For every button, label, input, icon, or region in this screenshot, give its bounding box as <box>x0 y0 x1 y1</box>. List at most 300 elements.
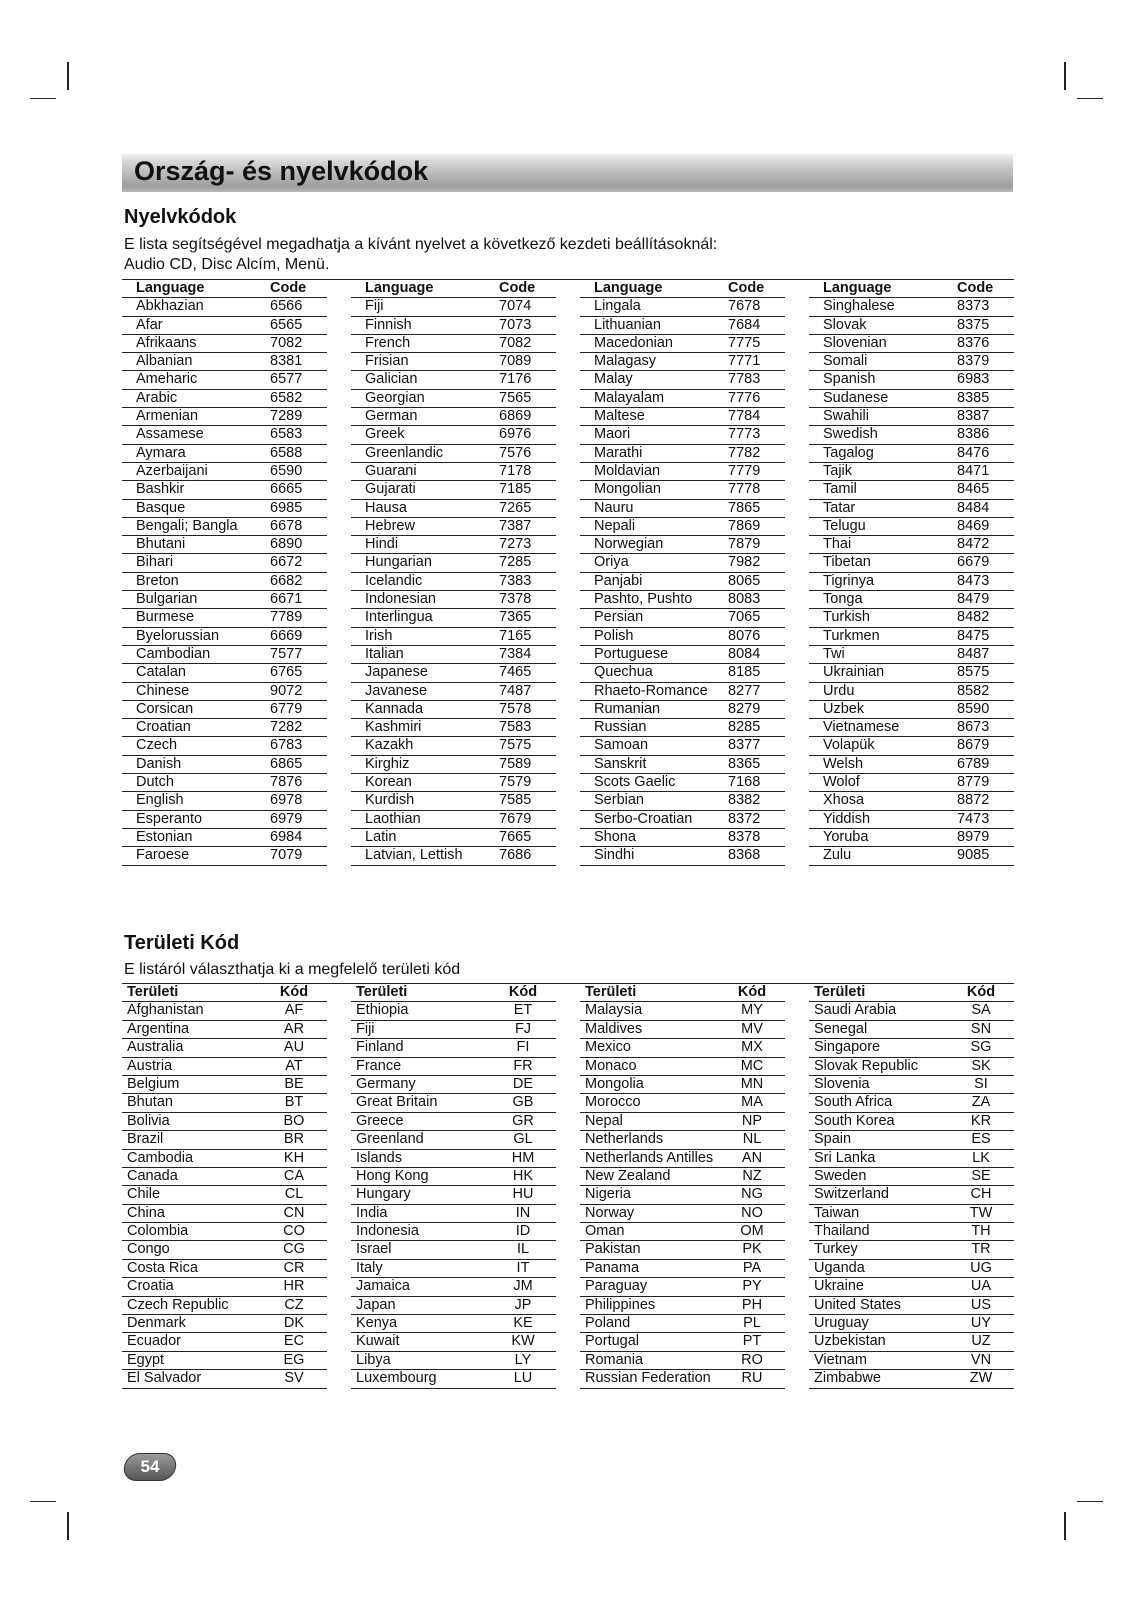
table-row <box>351 1278 556 1296</box>
area-code: SI <box>974 1075 988 1092</box>
table-row <box>351 811 556 829</box>
language-name: Abkhazian <box>136 298 204 315</box>
language-name: Javanese <box>365 682 428 699</box>
language-code: 8372 <box>728 810 761 827</box>
table-row <box>580 1297 785 1315</box>
table-row <box>351 1113 556 1131</box>
language-code: 6565 <box>270 316 303 333</box>
table-row <box>122 1260 327 1278</box>
table-row <box>122 628 327 646</box>
table-row <box>580 1113 785 1131</box>
table-row <box>122 445 327 463</box>
language-name: Turkmen <box>823 627 880 644</box>
table-row <box>580 1058 785 1076</box>
language-code: 8465 <box>957 481 990 498</box>
language-name: Greek <box>365 426 405 443</box>
area-code: ES <box>971 1131 991 1148</box>
language-code: 8779 <box>957 774 990 791</box>
language-code: 6588 <box>270 444 303 461</box>
column-header-code: Code <box>957 280 994 296</box>
language-code: 7771 <box>728 353 761 370</box>
language-code: 7784 <box>728 408 761 425</box>
table-row <box>351 1150 556 1168</box>
language-name: Hebrew <box>365 517 415 534</box>
table-row <box>809 500 1014 518</box>
language-code: 8381 <box>270 353 303 370</box>
area-code: NO <box>741 1204 763 1221</box>
language-name: Maori <box>594 426 631 443</box>
language-name: Italian <box>365 645 404 662</box>
table-row <box>351 390 556 408</box>
table-row <box>809 1260 1014 1278</box>
language-name: Estonian <box>136 828 193 845</box>
language-name: Tatar <box>823 499 856 516</box>
language-code: 8872 <box>957 792 990 809</box>
language-code: 6679 <box>957 554 990 571</box>
language-name: Serbo-Croatian <box>594 810 693 827</box>
table-row <box>580 518 785 536</box>
area-code: AF <box>284 1002 304 1019</box>
table-row <box>351 317 556 335</box>
language-name: Indonesian <box>365 591 436 608</box>
language-name: Albanian <box>136 353 193 370</box>
area-code: FJ <box>514 1020 532 1037</box>
table-row <box>122 1315 327 1333</box>
area-code: JM <box>513 1278 533 1295</box>
page-title: Ország- és nyelvkódok <box>134 156 429 186</box>
table-row <box>122 1002 327 1020</box>
area-name: Czech Republic <box>127 1296 229 1313</box>
table-row <box>122 792 327 810</box>
area-name: Oman <box>585 1223 625 1240</box>
language-code: 8279 <box>728 700 761 717</box>
language-name: Zulu <box>823 847 852 864</box>
language-code: 7578 <box>499 700 532 717</box>
language-name: Danish <box>136 755 182 772</box>
language-code: 7789 <box>270 609 303 626</box>
table-row <box>809 1205 1014 1223</box>
language-code: 6678 <box>270 517 303 534</box>
area-code: HR <box>283 1278 305 1295</box>
area-name: South Korea <box>814 1112 895 1129</box>
language-name: Volapük <box>823 737 875 754</box>
table-row <box>122 847 327 865</box>
table-row <box>122 1094 327 1112</box>
language-name: Serbian <box>594 792 644 809</box>
language-name: Aymara <box>136 444 186 461</box>
language-code: 7665 <box>499 828 532 845</box>
table-row <box>809 591 1014 609</box>
table-row <box>809 371 1014 389</box>
table-row <box>351 628 556 646</box>
language-name: Samoan <box>594 737 649 754</box>
language-code: 8285 <box>728 719 761 736</box>
table-row <box>580 390 785 408</box>
table-row <box>122 701 327 719</box>
table-row <box>580 463 785 481</box>
language-name: Thai <box>823 536 852 553</box>
language-name: Urdu <box>823 682 855 699</box>
language-name: Malayalam <box>594 389 665 406</box>
table-row <box>809 1223 1014 1241</box>
language-code: 6976 <box>499 426 532 443</box>
table-row <box>809 426 1014 444</box>
table-row <box>351 774 556 792</box>
area-code: PT <box>742 1333 762 1350</box>
table-row <box>809 1352 1014 1370</box>
crop-mark <box>67 1512 69 1540</box>
table-row <box>122 518 327 536</box>
table-row <box>122 1168 327 1186</box>
table-row <box>809 573 1014 591</box>
area-name: Romania <box>585 1351 644 1368</box>
language-code: 7285 <box>499 554 532 571</box>
language-name: Kirghiz <box>365 755 410 772</box>
language-name: Scots Gaelic <box>594 774 676 791</box>
table-row <box>580 1333 785 1351</box>
table-row <box>122 1297 327 1315</box>
language-code: 6984 <box>270 828 303 845</box>
language-name: Tamil <box>823 481 857 498</box>
table-row <box>580 646 785 664</box>
table-row <box>351 1039 556 1057</box>
area-code: JP <box>514 1296 532 1313</box>
language-name: Fiji <box>365 298 384 315</box>
area-name: Colombia <box>127 1223 189 1240</box>
area-code: UG <box>970 1259 992 1276</box>
language-intro-line-1: E lista segítségével megadhatja a kívánt nyelvet a következő kezdeti beállításoknál: <box>124 236 718 253</box>
language-code: 7778 <box>728 481 761 498</box>
language-name: Sindhi <box>594 847 635 864</box>
table-row <box>122 1352 327 1370</box>
language-code: 7577 <box>270 645 303 662</box>
table-row <box>809 1241 1014 1259</box>
area-code: ZW <box>969 1370 993 1387</box>
table-row <box>351 1168 556 1186</box>
table-row <box>351 1315 556 1333</box>
table-row <box>809 646 1014 664</box>
table-row <box>580 1370 785 1388</box>
table-row <box>122 335 327 353</box>
table-row <box>351 792 556 810</box>
table-row <box>580 792 785 810</box>
language-name: Rhaeto-Romance <box>594 682 708 699</box>
language-code: 7465 <box>499 664 532 681</box>
language-name: Sanskrit <box>594 755 647 772</box>
language-code: 8673 <box>957 719 990 736</box>
table-row <box>122 371 327 389</box>
table-row <box>351 463 556 481</box>
language-name: Finnish <box>365 316 412 333</box>
area-name: Croatia <box>127 1278 174 1295</box>
language-name: Frisian <box>365 353 409 370</box>
table-row <box>351 445 556 463</box>
table-row <box>580 481 785 499</box>
language-name: Shona <box>594 828 636 845</box>
language-code: 7168 <box>728 774 761 791</box>
area-name: Great Britain <box>356 1094 438 1111</box>
language-name: Portuguese <box>594 645 669 662</box>
area-code: AN <box>741 1149 763 1166</box>
table-row <box>580 1168 785 1186</box>
language-code: 8482 <box>957 609 990 626</box>
area-name: Pakistan <box>585 1241 641 1258</box>
table-row <box>122 646 327 664</box>
table-row <box>809 408 1014 426</box>
language-code: 8476 <box>957 444 990 461</box>
language-code: 7073 <box>499 316 532 333</box>
table-row <box>580 335 785 353</box>
area-code: SV <box>284 1370 304 1387</box>
table-row <box>809 664 1014 682</box>
area-code-table <box>122 983 1014 1389</box>
area-name: El Salvador <box>127 1370 202 1387</box>
area-code: MC <box>740 1057 764 1074</box>
table-row <box>351 1260 556 1278</box>
language-code: 7487 <box>499 682 532 699</box>
table-row <box>122 756 327 774</box>
page-number-badge <box>122 1453 178 1481</box>
area-code: MN <box>740 1075 764 1092</box>
title-bar <box>122 154 1013 192</box>
area-code: ID <box>515 1223 531 1240</box>
table-row <box>351 573 556 591</box>
table-row <box>580 1260 785 1278</box>
area-codes-heading: Területi Kód <box>124 932 240 954</box>
area-name: Egypt <box>127 1351 165 1368</box>
table-row <box>122 390 327 408</box>
table-row <box>580 1205 785 1223</box>
area-code: PA <box>742 1259 762 1276</box>
language-code: 7384 <box>499 645 532 662</box>
area-name: Ecuador <box>127 1333 182 1350</box>
language-code-table <box>122 279 1014 866</box>
table-row <box>580 500 785 518</box>
area-code: UA <box>970 1278 992 1295</box>
language-code: 7779 <box>728 462 761 479</box>
language-name: Slovenian <box>823 334 887 351</box>
language-name: Bulgarian <box>136 591 198 608</box>
table-row <box>809 481 1014 499</box>
table-row <box>809 1297 1014 1315</box>
table-row <box>351 1131 556 1149</box>
table-row <box>351 1021 556 1039</box>
language-name: Twi <box>823 645 845 662</box>
language-name: Breton <box>136 572 179 589</box>
language-name: Latin <box>365 828 397 845</box>
area-column <box>580 984 785 1389</box>
area-code: KW <box>511 1333 535 1350</box>
table-row <box>809 1039 1014 1057</box>
table-row <box>351 554 556 572</box>
table-row <box>580 609 785 627</box>
table-row <box>809 445 1014 463</box>
area-code: AT <box>285 1057 303 1074</box>
area-code: KR <box>970 1112 992 1129</box>
language-code: 7065 <box>728 609 761 626</box>
language-column <box>351 280 556 866</box>
language-name: Corsican <box>136 700 194 717</box>
area-name: Slovenia <box>814 1075 870 1092</box>
area-code: MV <box>741 1020 763 1037</box>
language-code: 8575 <box>957 664 990 681</box>
table-row <box>809 463 1014 481</box>
language-code: 7387 <box>499 517 532 534</box>
table-row <box>580 573 785 591</box>
table-row <box>351 1223 556 1241</box>
area-name: Cambodia <box>127 1149 194 1166</box>
table-row <box>809 847 1014 865</box>
language-name: Cambodian <box>136 645 211 662</box>
area-code: UZ <box>971 1333 991 1350</box>
language-code: 7575 <box>499 737 532 754</box>
language-code: 8382 <box>728 792 761 809</box>
area-name: Greenland <box>356 1131 424 1148</box>
language-name: Gujarati <box>365 481 416 498</box>
language-code: 7176 <box>499 371 532 388</box>
table-row <box>580 445 785 463</box>
language-code: 6979 <box>270 810 303 827</box>
area-code: LU <box>513 1370 533 1387</box>
area-name: Italy <box>356 1259 383 1276</box>
language-name: Croatian <box>136 719 191 736</box>
language-name: Kurdish <box>365 792 415 809</box>
table-header-row <box>122 984 327 1002</box>
language-name: Nepali <box>594 517 636 534</box>
language-name: Tagalog <box>823 444 874 461</box>
area-name: Uzbekistan <box>814 1333 886 1350</box>
table-row <box>351 1333 556 1351</box>
area-name: Ethiopia <box>356 1002 409 1019</box>
language-name: Oriya <box>594 554 629 571</box>
language-name: Vietnamese <box>823 719 900 736</box>
area-code: SG <box>970 1039 992 1056</box>
area-name: Portugal <box>585 1333 640 1350</box>
language-code: 7879 <box>728 536 761 553</box>
table-row <box>809 1168 1014 1186</box>
area-name: Mongolia <box>585 1075 644 1092</box>
language-name: Interlingua <box>365 609 433 626</box>
area-name: Belgium <box>127 1075 180 1092</box>
table-row <box>809 390 1014 408</box>
language-code: 6682 <box>270 572 303 589</box>
language-code: 7775 <box>728 334 761 351</box>
language-code: 8471 <box>957 462 990 479</box>
table-row <box>580 371 785 389</box>
language-code: 6869 <box>499 408 532 425</box>
language-name: Somali <box>823 353 868 370</box>
area-name: Poland <box>585 1315 631 1332</box>
column-header-code: Code <box>499 280 536 296</box>
table-row <box>580 317 785 335</box>
column-header-name: Language <box>136 280 205 296</box>
language-name: Xhosa <box>823 792 865 809</box>
language-name: Hindi <box>365 536 399 553</box>
table-row <box>580 1150 785 1168</box>
language-name: Latvian, Lettish <box>365 847 463 864</box>
language-name: Lingala <box>594 298 641 315</box>
table-row <box>809 1131 1014 1149</box>
language-codes-heading: Nyelvkódok <box>124 206 237 228</box>
table-row <box>122 683 327 701</box>
table-row <box>122 1370 327 1388</box>
area-name: Japan <box>356 1296 396 1313</box>
table-row <box>580 554 785 572</box>
language-name: Moldavian <box>594 462 661 479</box>
table-row <box>809 829 1014 847</box>
language-code: 8076 <box>728 627 761 644</box>
language-code: 8979 <box>957 828 990 845</box>
table-row <box>809 518 1014 536</box>
table-row <box>580 737 785 755</box>
area-name: Kuwait <box>356 1333 400 1350</box>
area-code: DE <box>512 1075 534 1092</box>
crop-mark <box>1064 62 1066 90</box>
language-code: 6590 <box>270 462 303 479</box>
table-row <box>122 1076 327 1094</box>
language-name: Japanese <box>365 664 428 681</box>
area-code: ET <box>513 1002 533 1019</box>
area-name: Finland <box>356 1039 404 1056</box>
table-row <box>122 591 327 609</box>
language-name: Bashkir <box>136 481 185 498</box>
area-name: Denmark <box>127 1315 186 1332</box>
language-code: 7089 <box>499 353 532 370</box>
area-code: CG <box>283 1241 305 1258</box>
area-code: TH <box>971 1223 991 1240</box>
area-name: Nepal <box>585 1112 623 1129</box>
language-column <box>580 280 785 866</box>
table-row <box>809 719 1014 737</box>
area-name: Ukraine <box>814 1278 864 1295</box>
language-code: 8385 <box>957 389 990 406</box>
language-code: 6672 <box>270 554 303 571</box>
area-name: Sri Lanka <box>814 1149 876 1166</box>
table-row <box>809 317 1014 335</box>
table-row <box>580 719 785 737</box>
language-code: 6890 <box>270 536 303 553</box>
language-code: 7686 <box>499 847 532 864</box>
area-code: IN <box>515 1204 531 1221</box>
language-code: 7589 <box>499 755 532 772</box>
language-name: Tonga <box>823 591 863 608</box>
area-code: OM <box>740 1223 764 1240</box>
table-row <box>351 481 556 499</box>
area-name: Nigeria <box>585 1186 631 1203</box>
language-code: 6789 <box>957 755 990 772</box>
area-code: SE <box>971 1167 991 1184</box>
table-row <box>351 536 556 554</box>
area-name: Thailand <box>814 1223 870 1240</box>
area-code: KE <box>513 1315 533 1332</box>
language-name: Faroese <box>136 847 190 864</box>
table-row <box>809 737 1014 755</box>
language-name: Swahili <box>823 408 869 425</box>
language-name: Bengali; Bangla <box>136 517 238 534</box>
table-header-row <box>809 280 1014 298</box>
language-name: Yiddish <box>823 810 871 827</box>
table-row <box>351 353 556 371</box>
table-row <box>351 426 556 444</box>
area-code: NG <box>741 1186 763 1203</box>
crop-mark <box>1077 1501 1103 1502</box>
language-name: Kashmiri <box>365 719 422 736</box>
table-row <box>809 792 1014 810</box>
table-row <box>351 1058 556 1076</box>
table-row <box>580 701 785 719</box>
table-row <box>122 408 327 426</box>
crop-mark <box>30 1501 56 1502</box>
